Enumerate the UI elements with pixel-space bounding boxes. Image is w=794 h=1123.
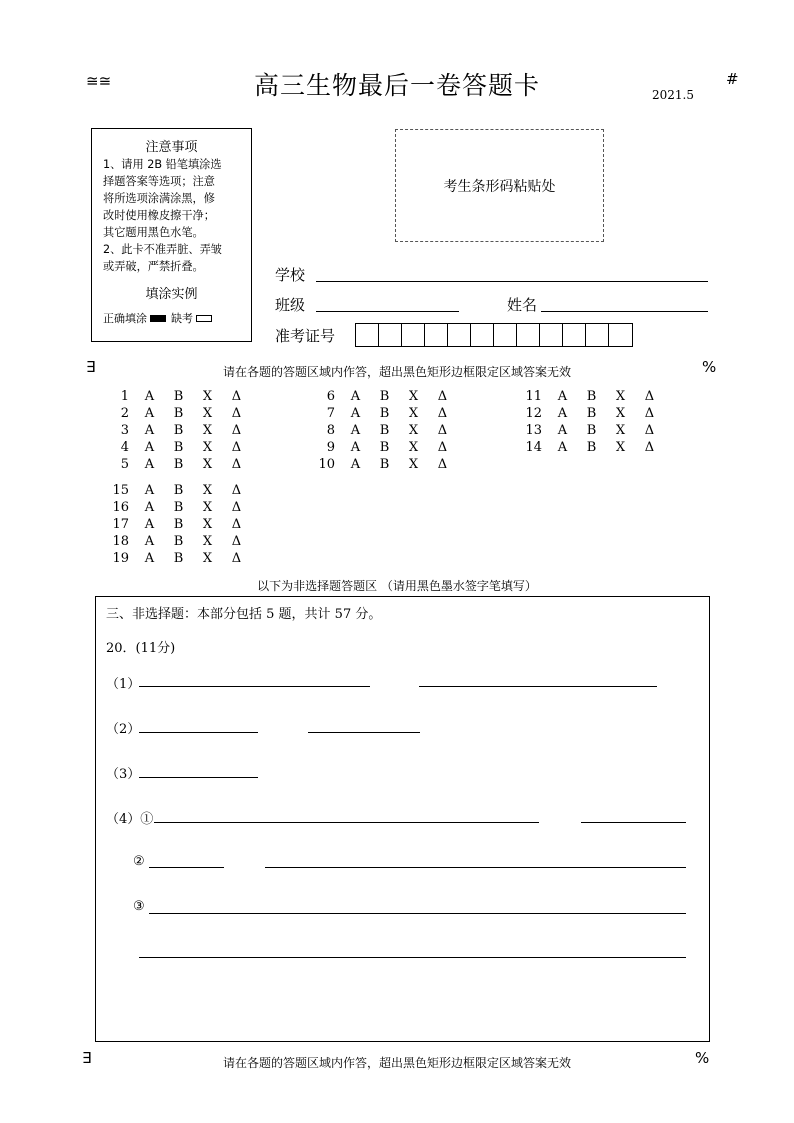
question-number: 17 [112, 517, 129, 532]
choice-option[interactable]: B [586, 440, 597, 455]
question-number: 15 [112, 483, 129, 498]
question-number: 10 [318, 457, 335, 472]
choice-option[interactable]: A [557, 440, 568, 455]
choice-option[interactable]: A [144, 406, 155, 421]
answer-box [95, 596, 710, 1042]
choice-option[interactable]: A [144, 457, 155, 472]
notice-body [92, 156, 251, 275]
choice-option[interactable]: Δ [231, 406, 242, 421]
choice-option[interactable]: X [408, 457, 419, 472]
choice-option[interactable]: X [202, 500, 213, 515]
question-number: 7 [326, 406, 335, 421]
choice-row [107, 389, 251, 404]
id-cell[interactable] [517, 324, 540, 346]
choice-row [313, 440, 457, 455]
answer-line[interactable] [265, 867, 686, 868]
id-cell[interactable] [609, 324, 632, 346]
alignment-mark-right-bottom: % [695, 1049, 710, 1067]
question-number: 19 [112, 551, 129, 566]
choice-option[interactable]: Δ [231, 389, 242, 404]
choice-option[interactable]: A [144, 551, 155, 566]
id-cell[interactable] [402, 324, 425, 346]
id-cell[interactable] [494, 324, 517, 346]
id-cell[interactable] [563, 324, 586, 346]
choice-option[interactable]: X [202, 534, 213, 549]
choice-option[interactable]: B [173, 534, 184, 549]
notice-line: 1、请用 2B 铅笔填涂选 [103, 158, 222, 171]
name-label: 姓名 [507, 296, 538, 314]
choice-option[interactable]: Δ [231, 440, 242, 455]
id-cell[interactable] [471, 324, 494, 346]
notice-line: 择题答案等选项；注意 [103, 175, 215, 188]
notice-line: 改时使用橡皮擦干净； [103, 209, 215, 222]
absent-label: 缺考 [171, 312, 193, 325]
choice-option[interactable]: Δ [231, 457, 242, 472]
choice-option[interactable]: X [202, 483, 213, 498]
warning-top: 请在各题的答题区域内作答，超出黑色矩形边框限定区域答案无效 [222, 365, 571, 379]
choice-row [520, 440, 664, 455]
choice-option[interactable]: B [379, 423, 390, 438]
id-cell[interactable] [586, 324, 609, 346]
choice-option[interactable]: B [379, 389, 390, 404]
choice-option[interactable]: A [350, 406, 361, 421]
question-20-title: 20．(11分) [106, 641, 176, 656]
choice-option[interactable]: A [350, 423, 361, 438]
choice-row [313, 423, 457, 438]
choice-option[interactable]: B [173, 440, 184, 455]
choice-option[interactable]: Δ [437, 457, 448, 472]
choice-option[interactable]: Δ [437, 423, 448, 438]
fill-example-title: 填涂实例 [145, 287, 198, 302]
question-number: 9 [326, 440, 335, 455]
question-number: 5 [120, 457, 129, 472]
school-field[interactable] [316, 281, 708, 282]
choice-option[interactable]: Δ [231, 423, 242, 438]
choice-option[interactable]: Δ [231, 517, 242, 532]
choice-option[interactable]: Δ [644, 423, 655, 438]
choice-option[interactable]: A [557, 423, 568, 438]
choice-option[interactable]: X [615, 440, 626, 455]
part-1-label: （1） [106, 677, 141, 692]
question-number: 11 [525, 389, 542, 404]
choice-option[interactable]: B [173, 406, 184, 421]
choice-option[interactable]: B [173, 457, 184, 472]
choice-option[interactable]: B [379, 406, 390, 421]
id-number-grid[interactable] [355, 323, 633, 347]
answer-line[interactable] [139, 777, 258, 778]
notice-line: 其它题用黑色水笔。 [103, 226, 204, 239]
choice-option[interactable]: Δ [644, 406, 655, 421]
choice-row [107, 423, 251, 438]
id-label: 准考证号 [275, 327, 336, 345]
choice-option[interactable]: Δ [231, 534, 242, 549]
part-4-label: （4）① [106, 812, 154, 827]
choice-row [107, 457, 251, 472]
choice-row [107, 483, 251, 498]
nonchoice-header: 以下为非选择题答题区 （请用黑色墨水签字笔填写） [257, 579, 537, 593]
choice-option[interactable]: A [144, 517, 155, 532]
choice-option[interactable]: Δ [644, 440, 655, 455]
choice-row [107, 517, 251, 532]
exam-date: 2021.5 [652, 88, 694, 102]
alignment-mark-left: ∃ [86, 358, 96, 376]
choice-option[interactable]: Δ [231, 483, 242, 498]
notice-box [91, 128, 252, 342]
question-number: 16 [112, 500, 129, 515]
choice-option[interactable]: X [202, 423, 213, 438]
choice-option[interactable]: A [350, 440, 361, 455]
choice-option[interactable]: B [173, 551, 184, 566]
choice-option[interactable]: X [615, 423, 626, 438]
id-cell[interactable] [425, 324, 448, 346]
fill-example-row [92, 310, 251, 326]
choice-option[interactable]: X [408, 389, 419, 404]
choice-option[interactable]: Δ [231, 551, 242, 566]
choice-row [520, 423, 664, 438]
question-number: 14 [525, 440, 542, 455]
choice-option[interactable]: A [144, 423, 155, 438]
choice-option[interactable]: B [173, 500, 184, 515]
choice-row [520, 389, 664, 404]
choice-option[interactable]: Δ [437, 389, 448, 404]
id-cell[interactable] [356, 324, 379, 346]
part-4-sub-2-label: ② [133, 854, 145, 869]
choice-option[interactable]: A [144, 534, 155, 549]
choice-option[interactable]: B [173, 517, 184, 532]
notice-title: 注意事项 [145, 140, 198, 155]
choice-option[interactable]: X [408, 406, 419, 421]
answer-line[interactable] [149, 913, 686, 914]
answer-line[interactable] [419, 686, 657, 687]
answer-line[interactable] [308, 732, 420, 733]
choice-option[interactable]: B [586, 423, 597, 438]
choice-option[interactable]: X [202, 517, 213, 532]
filled-swatch-icon [150, 315, 166, 322]
choice-option[interactable]: B [379, 457, 390, 472]
choice-option[interactable]: A [557, 389, 568, 404]
answer-line[interactable] [139, 957, 686, 958]
part-4-sub-3-label: ③ [133, 899, 145, 914]
class-field[interactable] [316, 311, 459, 312]
question-number: 18 [112, 534, 129, 549]
section-heading: 三、非选择题：本部分包括 5 题，共计 57 分。 [106, 607, 382, 622]
choice-row [107, 500, 251, 515]
choice-option[interactable]: B [173, 483, 184, 498]
choice-option[interactable]: X [202, 389, 213, 404]
choice-option[interactable]: B [173, 389, 184, 404]
part-2-label: （2） [106, 722, 141, 737]
absent-checkbox[interactable] [196, 315, 212, 322]
choice-row [107, 534, 251, 549]
choice-option[interactable]: B [586, 389, 597, 404]
question-number: 13 [525, 423, 542, 438]
choice-row [313, 406, 457, 421]
choice-option[interactable]: X [408, 423, 419, 438]
choice-option[interactable]: Δ [437, 440, 448, 455]
name-field[interactable] [541, 311, 708, 312]
choice-row [520, 406, 664, 421]
id-cell[interactable] [540, 324, 563, 346]
choice-option[interactable]: X [615, 389, 626, 404]
question-number: 12 [525, 406, 542, 421]
choice-option[interactable]: A [557, 406, 568, 421]
question-number: 8 [326, 423, 335, 438]
choice-row [107, 406, 251, 421]
page-title: 高三生物最后一卷答题卡 [253, 71, 540, 100]
barcode-area [395, 129, 604, 242]
alignment-mark-left-bottom: ∃ [82, 1049, 92, 1067]
question-number: 3 [120, 423, 129, 438]
notice-line: 2、此卡不准弄脏、弄皱 [103, 243, 222, 256]
correct-fill-label: 正确填涂 [103, 312, 147, 325]
choice-option[interactable]: B [379, 440, 390, 455]
question-number: 4 [120, 440, 129, 455]
choice-option[interactable]: B [586, 406, 597, 421]
choice-option[interactable]: X [202, 551, 213, 566]
school-label: 学校 [275, 266, 306, 284]
choice-option[interactable]: X [202, 440, 213, 455]
choice-option[interactable]: Δ [437, 406, 448, 421]
choice-option[interactable]: A [144, 500, 155, 515]
question-number: 2 [120, 406, 129, 421]
corner-mark-right: # [726, 70, 739, 88]
id-cell[interactable] [379, 324, 402, 346]
answer-line[interactable] [139, 686, 370, 687]
choice-row [313, 389, 457, 404]
question-number: 1 [120, 389, 129, 404]
part-3-label: （3） [106, 767, 141, 782]
choice-row [107, 551, 251, 566]
notice-line: 将所选项涂满涂黑，修 [103, 192, 215, 205]
choice-option[interactable]: Δ [644, 389, 655, 404]
choice-option[interactable]: A [144, 440, 155, 455]
question-number: 6 [326, 389, 335, 404]
answer-line[interactable] [149, 867, 224, 868]
notice-line: 或弄破，严禁折叠。 [103, 260, 204, 273]
choice-option[interactable]: A [144, 483, 155, 498]
barcode-label: 考生条形码粘贴处 [443, 178, 556, 195]
choice-row [107, 440, 251, 455]
choice-option[interactable]: X [202, 457, 213, 472]
choice-option[interactable]: A [350, 389, 361, 404]
choice-option[interactable]: X [615, 406, 626, 421]
choice-option[interactable]: A [350, 457, 361, 472]
corner-mark-left: ≅≅ [86, 72, 112, 90]
alignment-mark-right: % [702, 358, 717, 376]
choice-option[interactable]: X [202, 406, 213, 421]
answer-line[interactable] [581, 822, 686, 823]
choice-option[interactable]: Δ [231, 500, 242, 515]
warning-bottom: 请在各题的答题区域内作答，超出黑色矩形边框限定区域答案无效 [222, 1056, 571, 1070]
choice-option[interactable]: A [144, 389, 155, 404]
answer-line[interactable] [139, 732, 258, 733]
answer-line[interactable] [154, 822, 539, 823]
class-label: 班级 [275, 296, 306, 314]
choice-option[interactable]: X [408, 440, 419, 455]
choice-option[interactable]: B [173, 423, 184, 438]
choice-row [313, 457, 457, 472]
id-cell[interactable] [448, 324, 471, 346]
